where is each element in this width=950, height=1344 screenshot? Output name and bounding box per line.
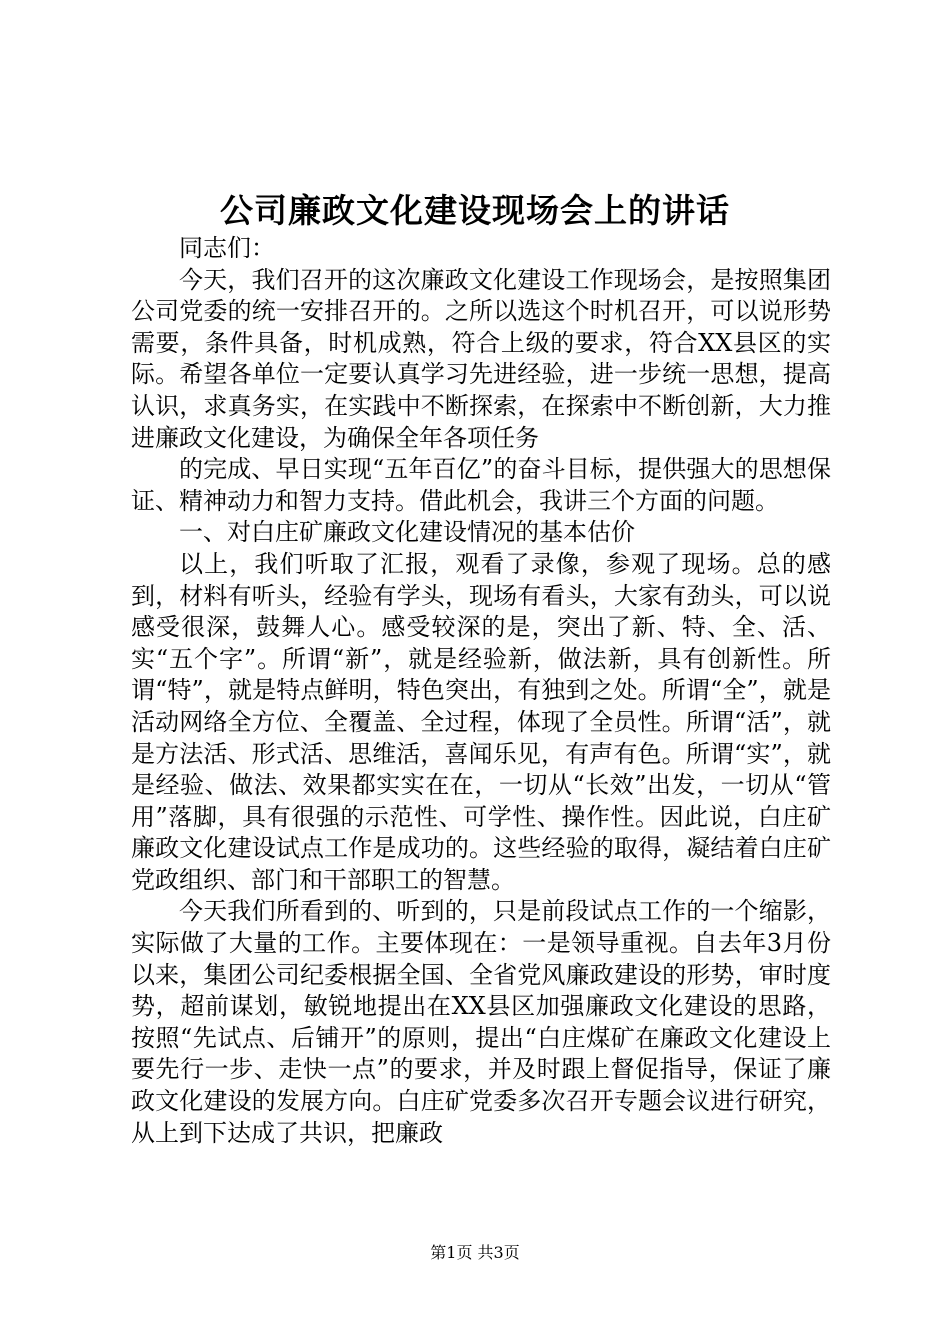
page-footer: 第1页 共3页 — [430, 1243, 520, 1262]
document-body — [131, 233, 831, 1149]
body-paragraph: 的完成、早日实现“五年百亿”的奋斗目标，提供强大的思想保证、精神动力和智力支持。借此机会，我讲三个方面的问题。 — [131, 455, 831, 515]
section-heading: 一、对白庄矿廉政文化建设情况的基本估价 — [179, 518, 635, 547]
body-paragraph: 今天我们所看到的、听到的，只是前段试点工作的一个缩影，实际做了大量的工作。主要体现在：一是领导重视。自去年3月份以来，集团公司纪委根据全国、全省党风廉政建设的形势，审时度势，超前谋划，敏锐地提出在XX县区加强廉政文化建设的思路，按照“先试点、后铺开”的原则，提出“白庄煤矿在廉政文化建设上要先行一步、走快一点”的要求，并及时跟上督促指导，保证了廉政文化建设的发展方向。白庄矿党委多次召开专题会议进行研究，从上到下达成了共识，把廉政 — [131, 897, 831, 1147]
body-paragraph: 以上，我们听取了汇报，观看了录像，参观了现场。总的感到，材料有听头，经验有学头，现场有看头，大家有劲头，可以说感受很深，鼓舞人心。感受较深的是，突出了新、特、全、活、实“五个字”。所谓“新”，就是经验新，做法新，具有创新性。所谓“特”，就是特点鲜明，特色突出，有独到之处。所谓“全”，就是活动网络全方位、全覆盖、全过程，体现了全员性。所谓“活”，就是方法活、形式活、思维活，喜闻乐见，有声有色。所谓“实”，就是经验、做法、效果都实实在在，一切从“长效”出发，一切从“管用”落脚，具有很强的示范性、可学性、操作性。因此说，白庄矿廉政文化建设试点工作是成功的。这些经验的取得，凝结着白庄矿党政组织、部门和干部职工的智慧。 — [131, 549, 831, 894]
document-title: 公司廉政文化建设现场会上的讲话 — [220, 191, 730, 230]
body-paragraph: 今天，我们召开的这次廉政文化建设工作现场会，是按照集团公司党委的统一安排召开的。之所以选这个时机召开，可以说形势需要，条件具备，时机成熟，符合上级的要求，符合XX县区的实际。希望各单位一定要认真学习先进经验，进一步统一思想，提高认识，求真务实，在实践中不断探索，在探索中不断创新，大力推进廉政文化建设，为确保全年各项任务 — [131, 265, 831, 452]
salutation-paragraph: 同志们： — [179, 234, 275, 262]
